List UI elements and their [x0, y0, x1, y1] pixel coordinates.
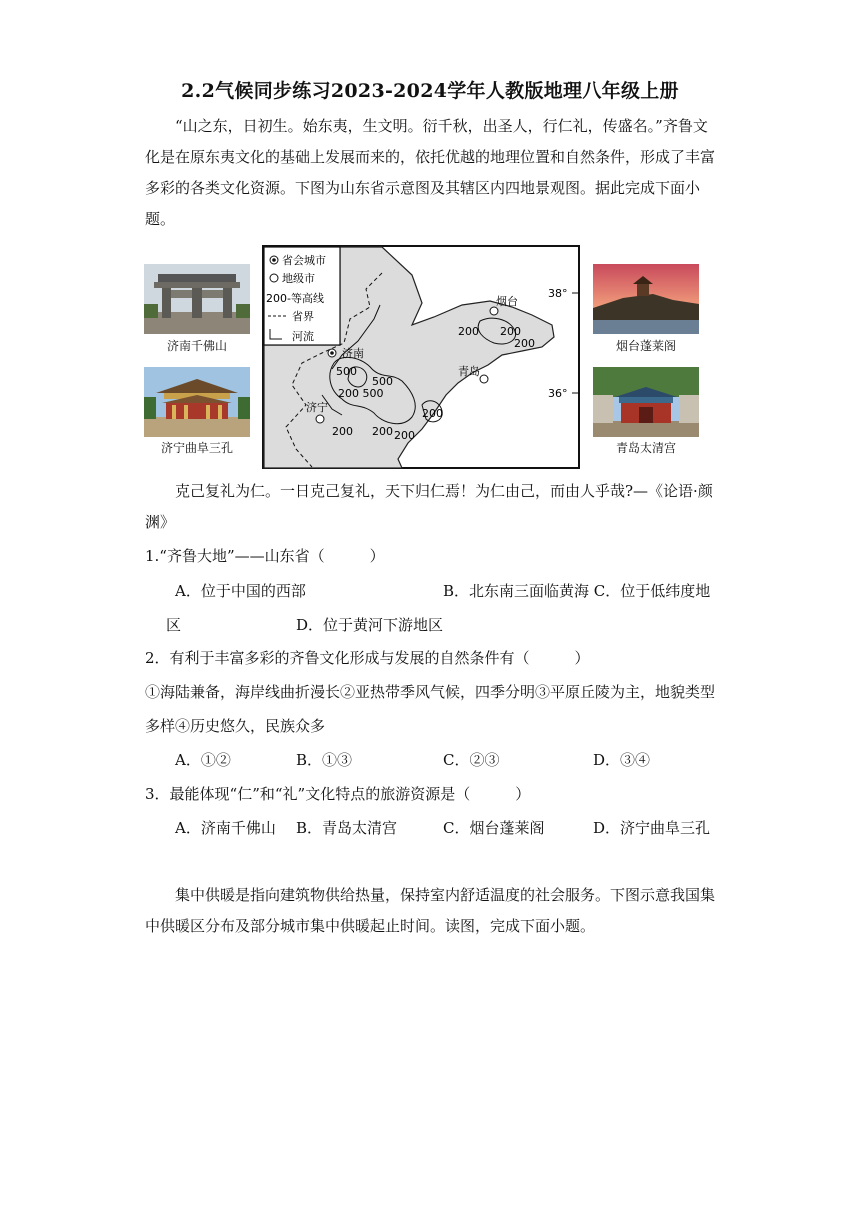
shandong-map	[262, 245, 580, 469]
contour-label: 500	[336, 365, 357, 378]
legend-contour-label: 200-等高线	[266, 292, 324, 305]
q1-option-b-c[interactable]: B．北东南三面临黄海 C．位于低纬度地	[443, 582, 711, 600]
q3-stem: 3．最能体现“仁”和“礼”文化特点的旅游资源是（ ）	[145, 785, 531, 803]
q2-option-d[interactable]: D．③④	[593, 751, 651, 769]
q2-option-a[interactable]: A．①②	[175, 751, 231, 769]
contour-label: 200	[514, 337, 535, 350]
contour-label: 200	[332, 425, 353, 438]
legend-river-label: 河流	[292, 330, 314, 343]
contour-label: 500	[372, 375, 393, 388]
q2-body-1: ①海陆兼备，海岸线曲折漫长②亚热带季风气候，四季分明③平原丘陵为主，地貌类型	[145, 683, 716, 701]
lat-36-label: 36°	[548, 387, 568, 400]
page-title: 2.2气候同步练习2023-2024学年人教版地理八年级上册	[181, 80, 679, 102]
legend-city-label: 地级市	[282, 272, 315, 285]
q3-option-b[interactable]: B．青岛太清宫	[296, 819, 398, 837]
q3-option-a[interactable]: A．济南千佛山	[175, 819, 276, 837]
city-yantai: 烟台	[496, 295, 518, 308]
city-qingdao: 青岛	[458, 365, 480, 378]
legend-capital-label: 省会城市	[282, 254, 326, 267]
intro-paragraph-2: 集中供暖是指向建筑物供给热量，保持室内舒适温度的社会服务。下图示意我国集中供暖区分布及部分城市集中供暖起止时间。读图，完成下面小题。	[145, 886, 716, 935]
q2-option-c[interactable]: C．②③	[443, 751, 500, 769]
caption-yantai-penglaige: 烟台蓬莱阁	[615, 339, 676, 353]
photo-qingdao-taiqinggong	[593, 367, 699, 437]
legend-border-label: 省界	[292, 310, 314, 323]
caption-jining-sankong: 济宁曲阜三孔	[160, 441, 233, 455]
contour-label: 200 500	[338, 387, 384, 400]
q2-option-b[interactable]: B．①③	[296, 751, 353, 769]
city-jining: 济宁	[306, 401, 328, 414]
q1-option-a[interactable]: A．位于中国的西部	[175, 582, 306, 600]
contour-label: 200	[458, 325, 479, 338]
q2-stem: 2．有利于丰富多彩的齐鲁文化形成与发展的自然条件有（ ）	[145, 649, 590, 667]
contour-label: 200	[372, 425, 393, 438]
photo-yantai-penglaige	[593, 264, 699, 334]
photo-jining-sankong	[144, 367, 250, 437]
caption-jinan-qianfoshan: 济南千佛山	[166, 339, 227, 353]
q1-option-d[interactable]: D．位于黄河下游地区	[296, 616, 444, 634]
lat-38-label: 38°	[548, 287, 568, 300]
q1-stem: 1.“齐鲁大地”——山东省（ ）	[145, 547, 385, 565]
q2-body-2: 多样④历史悠久，民族众多	[145, 717, 326, 735]
photo-jinan-qianfoshan	[144, 264, 250, 334]
q1-option-c-tail: 区	[166, 616, 182, 634]
quote-line-1: 克己复礼为仁。一日克己复礼，天下归仁焉！为仁由己，而由人乎哉?—《论语·颜	[175, 482, 713, 500]
intro-paragraph: “山之东，日初生。始东夷，生文明。衍千秋，出圣人，行仁礼，传盛名。”齐鲁文化是在原东夷文化的基础上发展而来的，依托优越的地理位置和自然条件，形成了丰富多彩的各类文化资源。下图为山东省示意图及其辖区内四地景观图。据此完成下面小题。	[145, 117, 716, 228]
contour-label: 200	[500, 325, 521, 338]
q3-option-c[interactable]: C．烟台蓬莱阁	[443, 819, 545, 837]
contour-label: 200	[394, 429, 415, 442]
q3-option-d[interactable]: D．济宁曲阜三孔	[593, 819, 711, 837]
quote-line-2: 渊》	[145, 513, 176, 531]
contour-label: 200	[422, 407, 443, 420]
city-jinan: 济南	[342, 347, 364, 360]
caption-qingdao-taiqinggong: 青岛太清宫	[615, 441, 676, 455]
